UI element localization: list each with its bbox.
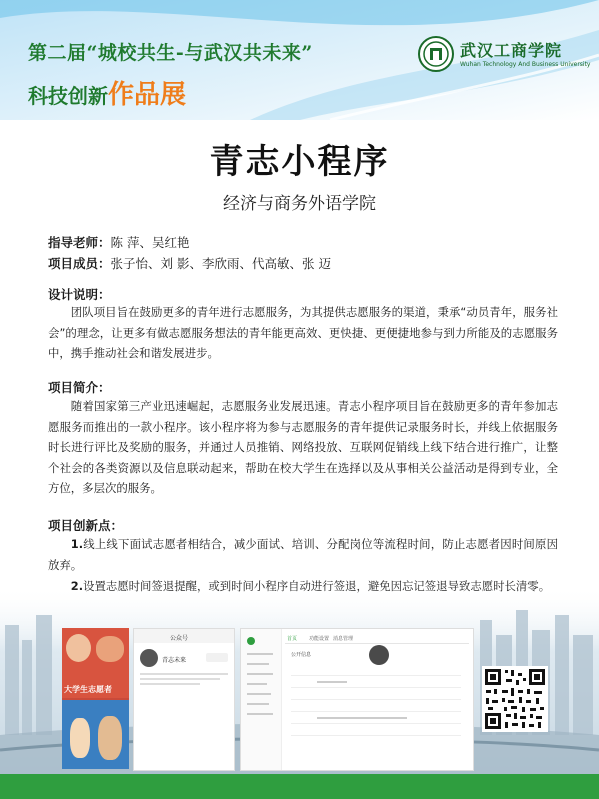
members-line xyxy=(48,254,331,272)
exhibition-title-part1: 科技创新 xyxy=(28,84,108,108)
account-avatar xyxy=(140,649,158,667)
advisor-line xyxy=(48,233,190,251)
exhibition-title-part2: 作品展 xyxy=(108,80,187,110)
advisor-value: 陈 萍、吴红艳 xyxy=(110,235,190,250)
phone-account-name: 青志未来 xyxy=(162,657,187,664)
members-value: 张子怡、刘 影、李欣雨、代高敏、张 迈 xyxy=(110,256,331,271)
innovation-point-1 xyxy=(48,534,558,576)
advisor-label: 指导老师： xyxy=(48,235,111,250)
web-tab-messages[interactable]: 消息管理 xyxy=(333,636,354,642)
web-tab-home[interactable]: 首页 xyxy=(287,636,298,642)
volunteer-photo xyxy=(62,628,129,769)
school-logo xyxy=(418,36,594,76)
project-title: 青志小程序 xyxy=(209,142,390,182)
mobile-screenshot xyxy=(133,628,235,771)
point1-text: 线上线下面试志愿者相结合，减少面试、培训、分配岗位等流程时间，防止志愿者因时间原因放弃。 xyxy=(48,537,558,572)
design-heading: 设计说明： xyxy=(48,287,111,302)
photo-caption: 大学生志愿者 xyxy=(64,685,112,694)
web-account-avatar xyxy=(369,645,389,665)
college-name: 经济与商务外语学院 xyxy=(223,194,376,214)
web-public-info-heading: 公开信息 xyxy=(291,652,312,658)
school-emblem-icon xyxy=(418,36,454,72)
web-tab-settings[interactable]: 功能设置 xyxy=(309,636,330,642)
members-label: 项目成员： xyxy=(48,256,111,271)
intro-heading: 项目简介： xyxy=(48,380,111,395)
exhibition-title-line1: 第二届“城校共生-与武汉共未来” xyxy=(28,42,313,64)
school-name-cn: 武汉工商学院 xyxy=(460,41,563,60)
design-text: 团队项目旨在鼓励更多的青年进行志愿服务，为其提供志愿服务的渠道，秉承“动员青年，服务社会”的理念，让更多有做志愿服务想法的青年能更高效、更快捷、更便捷地参与到力所能及的志愿服务中，携手推动社会和谐发展进步。 xyxy=(48,305,558,360)
footer-bar xyxy=(0,774,599,799)
intro-text: 随着国家第三产业迅速崛起，志愿服务业发展迅速。青志小程序项目旨在鼓励更多的青年参加志愿服务而推出的一款小程序。该小程序将为参与志愿服务的青年提供记录服务时长，并线上依据服务时长进行评比及奖励的服务，并通过人员推销、网络投放、互联网促销线上线下结合进行推广，让整个社会的各类资源以及信息联动起来，帮助在校大学生在选择以及从事相关公益活动是得到专业，全方位，多层次的服务。 xyxy=(48,399,558,495)
qr-code-icon xyxy=(482,666,548,732)
admin-web-screenshot xyxy=(240,628,474,771)
point1-number: 1. xyxy=(70,537,84,551)
school-name-en: Wuhan Technology And Business University xyxy=(460,61,591,68)
innovation-heading: 项目创新点： xyxy=(48,518,124,533)
header-banner xyxy=(0,0,599,120)
phone-title: 公众号 xyxy=(170,635,189,642)
exhibition-title-line2 xyxy=(28,74,186,111)
